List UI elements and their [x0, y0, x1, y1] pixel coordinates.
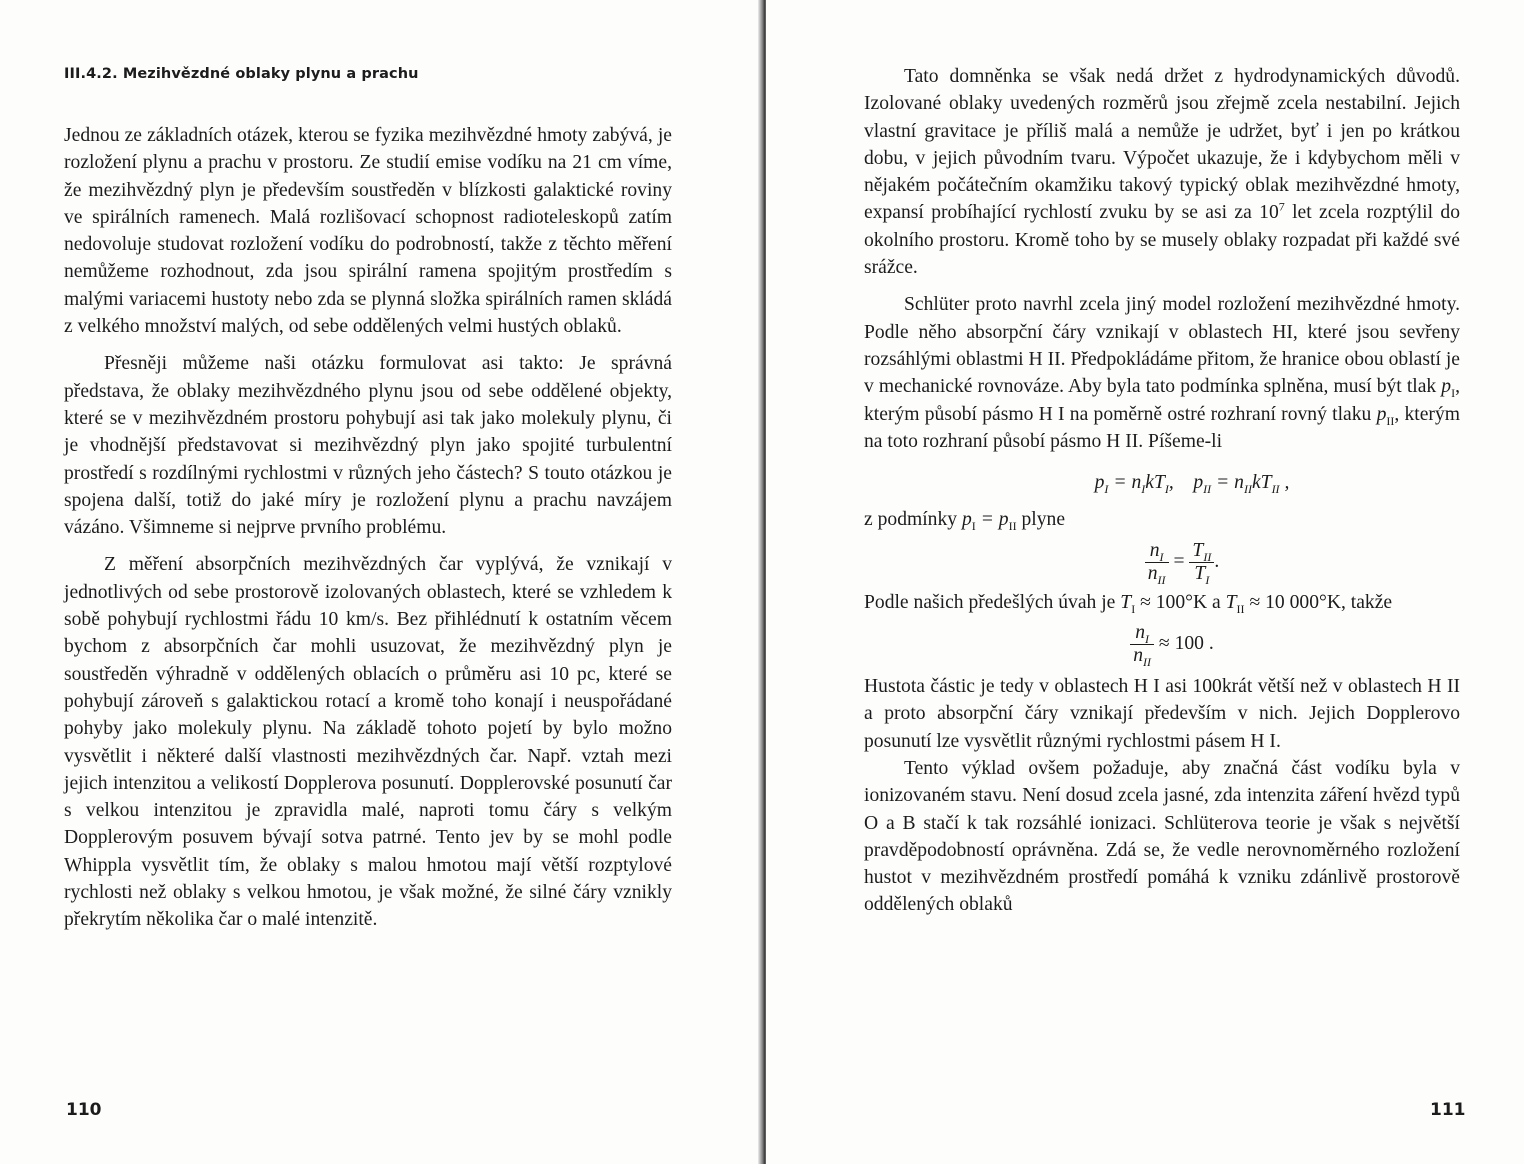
- text-run: 100°K a: [1150, 591, 1226, 613]
- paragraph: Tento výklad ovšem požaduje, aby značná část vodíku byla v ionizovaném stavu. Není dosud zcela jasné, zda intenzita záření hvězd typů O a B stačí k tak rozsáhlé ionizaci. Schlüterova teorie je však s největší pravděpodobností oprávněna. Zdá se, že vedle nerovnoměrného rozložení hustot v mezihvězdném prostředí pomáhá k vzniku zdánlivě prostorově oddělených oblaků: [864, 757, 1460, 916]
- denominator: [1145, 563, 1169, 585]
- math-subscript: II: [1203, 482, 1212, 497]
- text-run: , kterým působí pásmo H I na poměrně ostré rozhraní rovný tlaku: [864, 376, 1460, 425]
- fraction-n: [1145, 540, 1169, 585]
- paragraph: Přesněji můžeme naši otázku formulovat asi takto: Je správná představa, že oblaky mezihvězdného plynu jsou od sebe oddělené objekty, které se v mezihvězdném prostoru pohybují asi tak jako molekuly plynu, či je vhodnější představovat si mezihvězdný plyn jako spojité turbulentní prostředí s rozdílnými rychlostmi v různých jeho částech? S touto otázkou je spojena další, totiž do jaké míry je rozložení plynu a prachu navzájem vázáno. Všimneme si nejprve prvního problému.: [64, 353, 672, 539]
- math-subscript: II: [1143, 654, 1152, 669]
- page-number-left: 110: [66, 1100, 102, 1120]
- text-run: let zcela rozptýlil do okolního prostoru. Kromě toho by se musely oblaky rozpadat při každé své srážce.: [864, 202, 1460, 279]
- math-subscript: II: [1236, 601, 1245, 616]
- paragraph: Z měření absorpčních mezihvězdných čar vyplývá, že vznikají v jednotlivých od sebe prostorově izolovaných oblastech, které se vzhledem k sobě pohybují rychlostmi řádu 10 km/s. Bez přihlédnutí k ostatním věcem bychom z absorpčních čar mohli usuzovat, že mezihvězdný plyn je soustředěn výhradně v oddělených oblacích o průměru asi 10 pc, které se pohybují zároveň s galaktickou rotací a kromě toho konají i neuspořádané pohyby jako molekuly plynu. Na základě tohoto pojetí by bylo možno vysvětlit i některé další vlastnosti mezihvězdných čar. Např. vztah mezi jejich intenzitou a velikostí Dopplerova posunutí. Dopplerovské posunutí čar s velkou intenzitou je zpravidla malé, naproti tomu čáry s velkým Dopplerovým posuvem bývají sotva patrné. Tento jev by se mohl podle Whippla vysvětlit tím, že oblaky s malou hmotou mají větší rozptylové rychlosti než oblaky s velkou hmotou, je však možné, že silné čáry vznikly překrytím několika čar o malé intenzitě.: [64, 554, 672, 931]
- paragraph: Hustota částic je tedy v oblastech H I asi 100krát větší než v oblastech H II a proto absorpční čáry vznikají především v nich. Jejich Dopplerovo posunutí lze vysvětlit různými rychlostmi pásem H I.: [864, 676, 1460, 752]
- math-symbol: p: [1094, 472, 1105, 494]
- text-run: plyne: [1016, 509, 1066, 531]
- denominator: [1189, 563, 1214, 585]
- math-subscript: I: [1164, 482, 1169, 497]
- math-subscript: II: [1386, 413, 1395, 428]
- math-subscript: II: [1008, 519, 1017, 534]
- math-symbol: T: [1192, 539, 1204, 561]
- math-symbol: T: [1194, 562, 1206, 584]
- text-run: z podmínky: [864, 509, 962, 531]
- math-symbol: T: [1120, 591, 1132, 613]
- math-subscript: I: [971, 519, 976, 534]
- text-run: Schlüter proto navrhl zcela jiný model rozložení mezihvězdné hmoty. Podle něho absorpční čáry vznikají v oblastech HI, které jsou sevřeny rozsáhlými oblastmi H II. Předpokládáme přitom, že hranice obou oblastí je v mechanické rovnováze. Aby byla tato podmínka splněna, musí být tlak: [864, 294, 1460, 398]
- math-subscript: I: [1141, 482, 1146, 497]
- math-symbol: = n: [1211, 472, 1244, 494]
- right-text-column: [864, 63, 1460, 919]
- math-subscript: I: [1145, 631, 1150, 646]
- math-symbol: n: [1149, 539, 1160, 561]
- approx-sign: ≈: [1249, 591, 1261, 613]
- page-number-right: 111: [1430, 1100, 1466, 1120]
- approx-value: ≈ 100 .: [1158, 633, 1214, 655]
- math-subscript: I: [1159, 549, 1164, 564]
- math-symbol: p: [1376, 403, 1387, 425]
- fraction-t: [1189, 540, 1214, 585]
- paragraph: [864, 589, 1460, 616]
- paragraph: [864, 291, 1460, 455]
- math-symbol: p: [1441, 376, 1452, 398]
- paragraph: [864, 506, 1460, 533]
- denominator: [1130, 645, 1154, 667]
- text-run: Podle našich předešlých úvah je: [864, 591, 1121, 613]
- paragraph: [864, 63, 1460, 281]
- right-page: [766, 0, 1524, 1164]
- section-heading: III.4.2. Mezihvězdné oblaky plynu a prachu: [64, 66, 419, 82]
- math-symbol: p: [961, 509, 972, 531]
- equation-ratio: [864, 540, 1460, 585]
- math-subscript: II: [1243, 482, 1252, 497]
- math-symbol: n: [1147, 562, 1158, 584]
- math-symbol: kT: [1145, 472, 1165, 494]
- math-symbol: kT: [1251, 472, 1272, 494]
- math-symbol: T: [1225, 591, 1237, 613]
- paragraph: Jednou ze základních otázek, kterou se fyzika mezihvězdné hmoty zabývá, je rozložení plynu a prachu v prostoru. Ze studií emise vodíku na 21 cm víme, že mezihvězdný plyn je především soustředěn v blízkosti galaktické roviny ve spirálních ramenech. Malá rozlišovací schopnost radioteleskopů zatím nedovoluje studovat rozložení vodíku do podrobností, takže z těchto měření nemůžeme rozhodnout, zda jsou spirální ramena spojitým prostředím s malými variacemi hustoty nebo zda se plynná složka spirálních ramen skládá z velkého množství malých, od sebe oddělených velmi hustých oblaků.: [64, 125, 672, 338]
- equation-pressure: [864, 469, 1460, 496]
- math-symbol: = p: [975, 509, 1009, 531]
- text-run: 10 000°K, takže: [1260, 591, 1393, 613]
- math-symbol: , p: [1168, 472, 1204, 494]
- math-symbol: ,: [1279, 472, 1290, 494]
- math-subscript: I: [1451, 386, 1456, 401]
- math-symbol: n: [1135, 622, 1146, 644]
- math-symbol: = n: [1108, 472, 1142, 494]
- left-text-column: [64, 122, 672, 934]
- equation-density-ratio: [864, 622, 1460, 667]
- text-run: , kterým na toto rozhraní působí pásmo H II. Píšeme-li: [864, 403, 1460, 452]
- math-subscript: II: [1203, 549, 1212, 564]
- numerator: [1130, 622, 1154, 645]
- math-symbol: n: [1133, 645, 1144, 667]
- approx-sign: ≈: [1140, 591, 1151, 613]
- left-page: [0, 0, 760, 1164]
- math-subscript: I: [1104, 482, 1109, 497]
- fraction-n2: [1130, 622, 1154, 667]
- math-subscript: I: [1131, 601, 1136, 616]
- exponent: 7: [1278, 199, 1285, 214]
- text-run: Tato domněnka se však nedá držet z hydrodynamických důvodů. Izolované oblaky uvedených rozměrů jsou zřejmě zcela nestabilní. Jejich vlastní gravitace je příliš malá a nemůže je udržet, byť i jen po krátkou dobu, v jejich původním tvaru. Výpočet ukazuje, že i kdybychom měli v nějakém počátečním okamžiku takový typický oblak mezihvězdné hmoty, expansí probíhající rychlostí zvuku by se asi za 10: [864, 66, 1460, 224]
- numerator: [1145, 540, 1169, 563]
- math-subscript: II: [1157, 572, 1166, 587]
- numerator: [1189, 540, 1214, 563]
- equals-sign: =: [1173, 550, 1185, 572]
- period: .: [1214, 550, 1220, 572]
- math-subscript: II: [1271, 482, 1280, 497]
- math-subscript: I: [1205, 572, 1210, 587]
